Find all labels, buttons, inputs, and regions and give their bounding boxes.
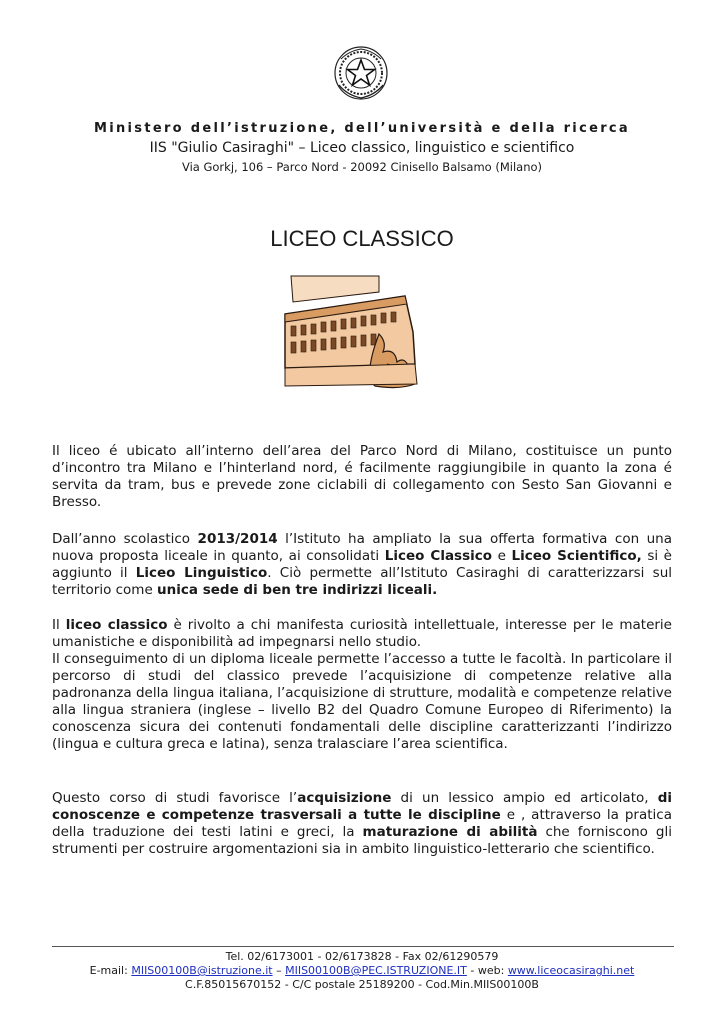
school-name: IIS "Giulio Casiraghi" – Liceo classico, linguistico e scientifico [149,140,575,156]
course-paragraph: Questo corso di studi favorisce l’acquisizione di un lessico ampio ed articolato, di conoscenze e competenze trasversali a tutte le discipline e , attraverso la pratica della traduzione dei testi latini e greci, la maturazione di abilità che forniscono gli strumenti per costruire argomentazioni sia in ambito linguistico-letterario che scientifico. [52,790,672,857]
offer-paragraph: Dall’anno scolastico 2013/2014 l’Istituto ha ampliato la sua offerta formativa con una nuova proposta liceale in quanto, ai consolidati Liceo Classico e Liceo Scientifico, si è aggiunto il Liceo Linguistico. Ciò permette all’Istituto Casiraghi di caratterizzarsi sul territorio come unica sede di ben tre indirizzi liceali. [52,531,673,598]
school-address: Via Gorkj, 106 – Parco Nord - 20092 Cinisello Balsamo (Milano) [181,160,543,174]
ministry-heading: Ministero dell’istruzione, dell’università e della ricerca [94,121,630,136]
footer-divider [52,946,674,947]
page-title: LICEO CLASSICO [270,226,454,251]
website-link[interactable]: www.liceocasiraghi.net [507,964,635,977]
intro-paragraph: Il liceo é ubicato all’interno dell’area del Parco Nord di Milano, costituisce un punto d’incontro tra Milano e l’hinterland nord, é facilmente raggiungibile in quanto la zona é servita da tram, bus e prevede zone ciclabili di collegamento con Sesto San Giovanni e Bresso. [52,443,672,510]
footer-codes: C.F.85015670152 - C/C postale 25189200 - Cod.Min.MIIS00100B [185,978,539,991]
liceo-classico-paragraph: Il liceo classico è rivolto a chi manifesta curiosità intellettuale, interesse per le materie umanistiche e disponibilità ad impegnarsi nello studio. Il conseguimento di un diploma liceale permette l’accesso a tutte le facoltà. In particolare il percorso di studi del classico prevede l’acquisizione di competenze relative alla padronanza della lingua italiana, l’acquisizione di strutture, modalità e competenze relative alla lingua straniera (inglese – livello B2 del Quadro Comune Europeo di Riferimento) la conoscenza sicura dei contenuti fondamentali delle discipline caratterizzanti l’indirizzo (lingua e cultura greca e latina), senza tralasciare l’area scientifica. [52,617,672,752]
footer-phone: Tel. 02/6173001 - 02/6173828 - Fax 02/61290579 [225,950,499,963]
footer-contacts: E-mail: MIIS00100B@istruzione.it – MIIS00100B@PEC.ISTRUZIONE.IT - web: www.liceocasiraghi.net [89,964,635,977]
email-link[interactable]: MIIS00100B@istruzione.it [131,964,273,977]
colosseum-illustration [279,272,421,400]
republic-emblem-icon [333,45,389,101]
pec-email-link[interactable]: MIIS00100B@PEC.ISTRUZIONE.IT [285,964,467,977]
